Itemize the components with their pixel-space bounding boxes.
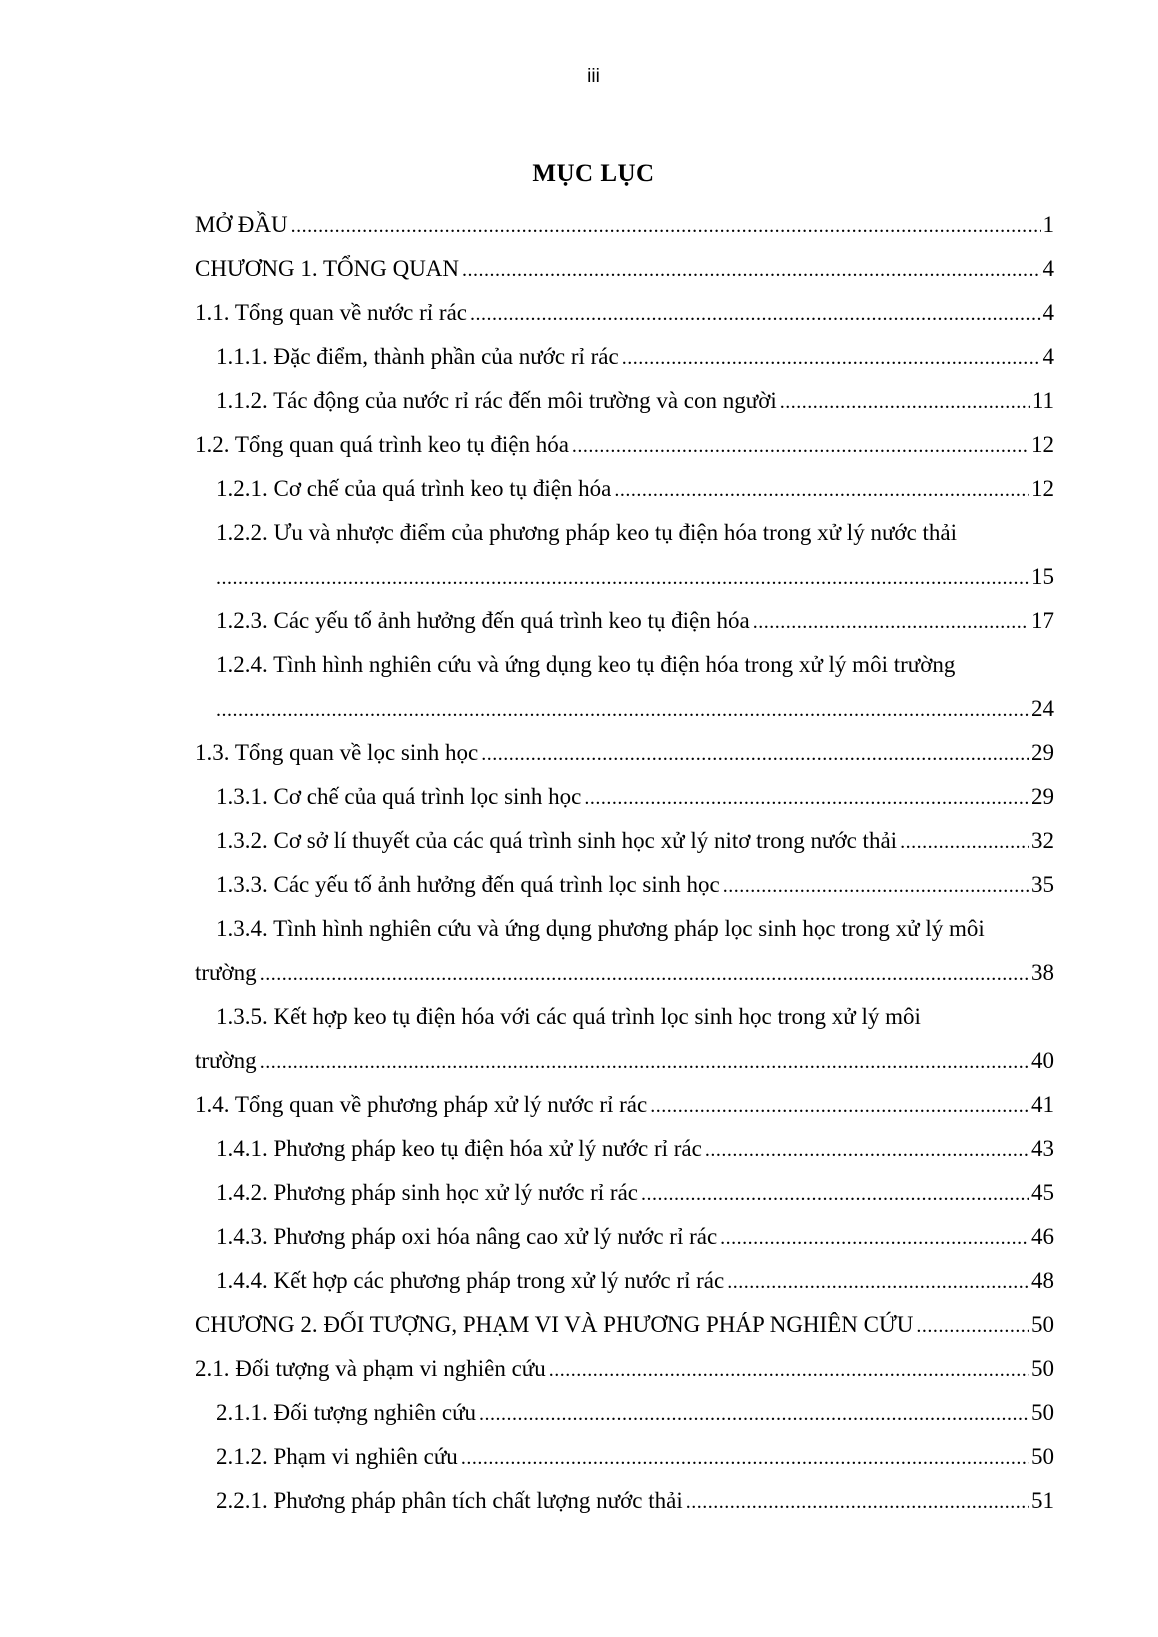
toc-entry-page: 50: [1031, 1312, 1054, 1337]
toc-entry[interactable]: [0, 1435, 1158, 1479]
toc-entry[interactable]: [0, 1347, 1158, 1391]
dot-leader: [720, 1216, 1029, 1259]
toc-entry[interactable]: [0, 247, 1158, 291]
dot-leader: [291, 204, 1041, 247]
dot-leader: [461, 1436, 1029, 1479]
toc-entry[interactable]: [0, 1171, 1158, 1215]
toc-entry-page: 48: [1031, 1268, 1054, 1293]
toc-entry-text: 1.3.1. Cơ chế của quá trình lọc sinh học: [216, 784, 582, 809]
toc-entry-text: 1.4.3. Phương pháp oxi hóa nâng cao xử lý nước rỉ rác: [216, 1224, 718, 1249]
toc-entry[interactable]: [0, 1215, 1158, 1259]
toc-entry-text: 1.4.1. Phương pháp keo tụ điện hóa xử lý nước rỉ rác: [216, 1136, 702, 1161]
toc-entry-page: 1: [1042, 212, 1054, 237]
toc-entry-text: 1.2. Tổng quan quá trình keo tụ điện hóa: [195, 432, 569, 457]
toc-entry-page: 15: [1031, 564, 1054, 589]
toc-entry-text: CHƯƠNG 2. ĐỐI TƯỢNG, PHẠM VI VÀ PHƯƠNG PHÁP NGHIÊN CỨU: [195, 1312, 914, 1337]
toc-entry-text-continued: trường: [195, 960, 257, 985]
toc-entry-page: 50: [1031, 1356, 1054, 1381]
toc-entry-text: 1.4. Tổng quan về phương pháp xử lý nước rỉ rác: [195, 1092, 648, 1117]
dot-leader: [650, 1084, 1029, 1127]
table-of-contents: [0, 203, 1158, 1523]
dot-leader: [470, 292, 1040, 335]
page-number: iii: [587, 66, 600, 87]
toc-entry[interactable]: [0, 291, 1158, 335]
dot-leader: [462, 248, 1040, 291]
toc-entry-page: 43: [1031, 1136, 1054, 1161]
toc-entry[interactable]: [0, 1303, 1158, 1347]
toc-entry-text: MỞ ĐẦU: [195, 212, 288, 237]
toc-entry-page: 51: [1031, 1488, 1054, 1513]
toc-entry-page: 11: [1031, 388, 1054, 413]
toc-entry[interactable]: [0, 1083, 1158, 1127]
toc-entry-text: 2.1.1. Đối tượng nghiên cứu: [216, 1400, 477, 1425]
toc-entry-text: 1.2.3. Các yếu tố ảnh hưởng đến quá trình keo tụ điện hóa: [216, 608, 750, 633]
toc-entry-text: 1.4.4. Kết hợp các phương pháp trong xử lý nước rỉ rác: [216, 1268, 725, 1293]
toc-entry[interactable]: [0, 643, 1158, 731]
toc-entry[interactable]: [0, 1127, 1158, 1171]
dot-leader: [753, 600, 1029, 643]
toc-entry[interactable]: [0, 511, 1158, 599]
toc-entry-text: CHƯƠNG 1. TỔNG QUAN: [195, 256, 460, 281]
dot-leader: [900, 820, 1029, 863]
toc-entry[interactable]: [0, 995, 1158, 1083]
toc-entry-page: 29: [1031, 784, 1054, 809]
toc-entry-text: 1.2.2. Ưu và nhược điểm của phương pháp keo tụ điện hóa trong xử lý nước thải: [216, 520, 958, 545]
dot-leader: [723, 864, 1029, 907]
toc-entry[interactable]: [0, 731, 1158, 775]
dot-leader: [549, 1348, 1029, 1391]
dot-leader: [727, 1260, 1029, 1303]
dot-leader: [916, 1304, 1029, 1347]
toc-entry[interactable]: [0, 1479, 1158, 1523]
toc-entry[interactable]: [0, 863, 1158, 907]
toc-entry-page: 32: [1031, 828, 1054, 853]
dot-leader: [780, 380, 1030, 423]
dot-leader: [216, 556, 1029, 599]
dot-leader: [705, 1128, 1029, 1171]
toc-entry-text: 2.1.2. Phạm vi nghiên cứu: [216, 1444, 458, 1469]
toc-entry[interactable]: [0, 467, 1158, 511]
toc-entry[interactable]: [0, 599, 1158, 643]
toc-entry-page: 12: [1031, 432, 1054, 457]
dot-leader: [614, 468, 1029, 511]
toc-entry-page: 38: [1031, 960, 1054, 985]
toc-entry-text: 1.4.2. Phương pháp sinh học xử lý nước rỉ rác: [216, 1180, 638, 1205]
toc-entry-text: 1.1.1. Đặc điểm, thành phần của nước rỉ rác: [216, 344, 619, 369]
dot-leader: [572, 424, 1029, 467]
toc-entry-page: 35: [1031, 872, 1054, 897]
toc-entry-text: 1.3.4. Tình hình nghiên cứu và ứng dụng phương pháp lọc sinh học trong xử lý môi: [216, 916, 985, 941]
toc-entry-page: 4: [1042, 256, 1054, 281]
toc-entry-page: 50: [1031, 1444, 1054, 1469]
toc-entry-page: 4: [1042, 300, 1054, 325]
toc-entry-page: 29: [1031, 740, 1054, 765]
toc-entry-text: 1.2.1. Cơ chế của quá trình keo tụ điện hóa: [216, 476, 612, 501]
toc-entry-text: 1.2.4. Tình hình nghiên cứu và ứng dụng keo tụ điện hóa trong xử lý môi trường: [216, 652, 956, 677]
toc-entry[interactable]: [0, 203, 1158, 247]
dot-leader: [216, 688, 1029, 731]
toc-entry-text: 1.3.2. Cơ sở lí thuyết của các quá trình sinh học xử lý nitơ trong nước thải: [216, 828, 898, 853]
dot-leader: [622, 336, 1041, 379]
dot-leader: [686, 1480, 1029, 1523]
toc-entry[interactable]: [0, 379, 1158, 423]
toc-entry-page: 17: [1031, 608, 1054, 633]
dot-leader: [641, 1172, 1029, 1215]
toc-entry-page: 50: [1031, 1400, 1054, 1425]
toc-entry-text: 1.1. Tổng quan về nước rỉ rác: [195, 300, 468, 325]
toc-entry-page: 45: [1031, 1180, 1054, 1205]
toc-entry-text: 1.3.3. Các yếu tố ảnh hưởng đến quá trình lọc sinh học: [216, 872, 720, 897]
toc-entry-page: 46: [1031, 1224, 1054, 1249]
toc-entry[interactable]: [0, 335, 1158, 379]
dot-leader: [481, 732, 1029, 775]
toc-entry-page: 24: [1031, 696, 1054, 721]
toc-entry[interactable]: [0, 423, 1158, 467]
toc-entry[interactable]: [0, 1259, 1158, 1303]
toc-title: MỤC LỤC: [532, 160, 655, 187]
toc-entry[interactable]: [0, 1391, 1158, 1435]
toc-entry[interactable]: [0, 907, 1158, 995]
toc-entry-text: 2.2.1. Phương pháp phân tích chất lượng nước thải: [216, 1488, 683, 1513]
toc-entry-text: 1.3.5. Kết hợp keo tụ điện hóa với các quá trình lọc sinh học trong xử lý môi: [216, 1004, 921, 1029]
toc-entry-text: 1.3. Tổng quan về lọc sinh học: [195, 740, 479, 765]
toc-entry[interactable]: [0, 819, 1158, 863]
dot-leader: [260, 1040, 1029, 1083]
dot-leader: [260, 952, 1029, 995]
toc-entry-text-continued: trường: [195, 1048, 257, 1073]
toc-entry-page: 12: [1031, 476, 1054, 501]
toc-entry-page: 4: [1042, 344, 1054, 369]
toc-entry-page: 40: [1031, 1048, 1054, 1073]
toc-entry-text: 2.1. Đối tượng và phạm vi nghiên cứu: [195, 1356, 546, 1381]
dot-leader: [584, 776, 1029, 819]
toc-entry[interactable]: [0, 775, 1158, 819]
toc-entry-page: 41: [1031, 1092, 1054, 1117]
toc-entry-text: 1.1.2. Tác động của nước rỉ rác đến môi trường và con người: [216, 388, 777, 413]
dot-leader: [479, 1392, 1029, 1435]
